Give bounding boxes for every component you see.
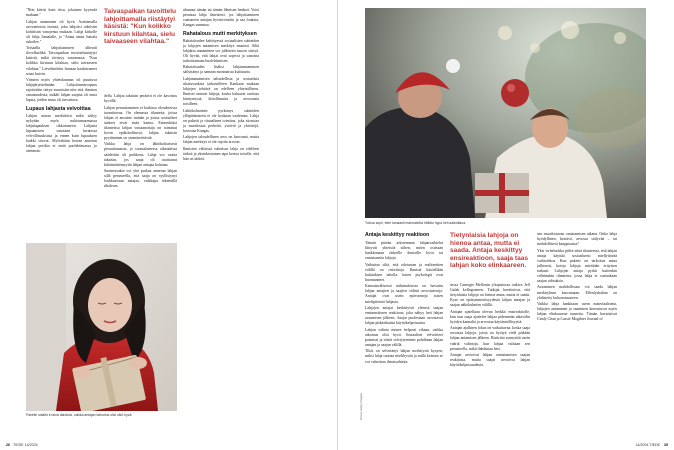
paragraph: Vaikuttaa siltä, että odotusten ja realiteettien välillä on ristiriitoja. Ihmisiä käsitellään kulutuksen taholla, kuten psykologit ovat huomanneet. [365,262,443,282]
paragraph: sessa Carnegie Mellonin yliopistossa tutkiva Jeff Galak kollegoineen. Tutkijat havaitsivat, että tietynlaisia lahjoja on hienoa antaa, mutta ei saada. Kyse on epäsymmetrisyydestä lahjan antajan ja saajan näkökulmien välillä. [450,283,530,308]
left-column-2 [104,94,177,238]
issue-number: 14/2024 [24,443,38,447]
page-number: 35 [664,443,668,447]
paragraph: Yksi virheluokka piilee siinä tilanteesta, että lahjan antaja käyttää sosiaalisesti miellyttävää vaihtoehtoa. Kun paketti on tarkoitus antaa julkisesti, koteja lahjoja mietitään erityisen tarkasti. Lahjojen antaja pyrkii kuitenkin välttämään tilannetta, jossa lahja ei vastaakaan saajan odotuksia. [537,248,617,283]
magazine-name: TIEDE [649,443,660,447]
paragraph: Lahjojen taloudellinen arvo on kasvanut, mutta lahjan merkitys ei ole rajoitu arvoon. [183,135,259,145]
paragraph: Lahjan antaminen oli hyvä. Asettamalla avovanteista itsensä, joka lahjoitti oikeisiin kohtiisiin vanojensa mukaan. Lahja kirkolle oli lahja Jumalalle, ja "Antaa antaa Jumala rukoilee." [26,19,97,44]
paragraph: Viimein myös yhteiskunnan oli puuttuva lahjajärjestelmään. Lahjoittamisvapaus rajoitettiin tietyn suuruisiin niin että ihmisen omaisuudesta, mikäli lahjan saajina oli omia lapsia, joiden etuus oli turvattava. [26,78,97,103]
photo-caption: Paketin sisältö ei aina dahduta, vaikka antajan tarkoitus olisi ollut hyvä. [26,413,133,417]
section-heading: Lupaus lahjasta velvoittaa [26,106,91,113]
paragraph: Toisaalla lahjoittaminen alheutti ilovelkailikä. Taivaspaikan tavoitteluistäytyi käsistä, mikä tävistyy sanomassa: "Kun kolikko kirstuun kilahtaa, sielu taivaaseen vilahtaa." Lievelmöitiin hintaan kauhistuneet sotaa kuivin. [26,46,97,76]
photo-credit: Kuvat: Getty Images [359,392,363,420]
paragraph: Lahjan valinta menee helposti vikaan, vaikka aikomus olisi hyvä. Sosiaaliset velvoitteet painavat ja niistä selviytyminen pohditaan lahjan antajan ja saajan välillä. [365,327,443,347]
section-heading: Antaja keskittyy reaktioon [365,232,430,238]
paragraph: Avaaminen mahdollisuus voi saada lahjan merkityksen kasvamaan. Ellenlyshaban on yhdistetty kokonaisuuteen. [537,285,617,300]
paragraph: Ihmisten välisissä suhteissa lahja on edelleen tärkeä ja yksinkertainen tapa kertoa toiselle, että hän on tärkeä. [183,147,259,162]
photo-illustration [26,243,177,411]
paragraph: Rahatalouden kehittyessä sosiaalisten suhteiden ja lahjojen antamisen merkitys muuttui. Siltä lahjakin annaminen voi julkiseen tasoon siirtyä. Oli hyvää, että lahjat ovat sopivat ja sanoista tarkoittamaan huolehtimisen. [183,38,259,63]
magazine-name: TIEDE [13,443,24,447]
paragraph: Antajat arvioivat lahjan onnistumisen saajan reaktiosta, mutta saajat arvioivat lahjan käyttökelpoisuudesta. [450,353,530,368]
right-column-1 [365,241,443,441]
paragraph: Lahjojen antajat keskittyvät yleensä saajan ensimmäiseen reaktioon, joka näkyy heti lahjan avaamisen jälkeen. Saajat puolestaan arvostavat lahjan pitkäaikaista käyttökelpoisuutta. [365,306,443,326]
paragraph: Lahjan peruuttaminen ei kaikissa olosuhteissa tuomittavaa. On olemassa tilanteita, joissa lahjan ei ansaitse mitään ja joissa sosiaaliset suhteet eivät enää kanna. Esimerkiksi tilanteissa lahjan vastaanottaja on toiminut kovin epäkiitollisesti, lahjan takaisin pyytäminen on ymmärrettävää. [104,105,177,140]
woman-with-gift-photo [26,243,177,411]
paragraph: Tiloit on selvittänyt lahjan merkitystä kysyen, miksi lahja tuottaa mielihyvää ja millä keinoin se voi vahvistaa ihmissuhteita. [365,349,443,364]
paragraph: Vaikka lahja hankitaan usein materiaalisena, lahjojen antaminen ja saaminen kietoutuvat myös lahjan elinkaarena tunnetta. Tämän havaitsivat Cindy Chan ja Cassie Mogilner Journal of [537,302,617,322]
paragraph: Lähtökohtainen pyrkimys suhteiden ylläpitämiseen ei ole koskaan vaalennut. Lahja on paketti ja rituaalinen toimitus, joka sitouttaa ja muodostaa perheitä, ystäviä ja yhteisöjä, korostaa Kangas. [183,108,259,133]
paragraph: Antajan ajallinen fokus on vaikuttavaa, koska saaja arvostaa lahjoja, joista on hyötyä vielä pitkään lahjan antamisen jälkeen. Ristiriita synnyttää usein vääriä valintoja, kun lahjaa valitaan sen perusteella, mikä ilahduttaa heti. [450,326,530,351]
page-footer [635,443,668,447]
issue-number: 14/2024 [635,443,649,447]
page-footer [6,443,38,447]
paragraph: uhannut tämän tai tämän läheisen henkeä. Voisi perustaa lahja ilmeisesti, jos lahjoittaminen vaatuneen antajan hyvinvointiin ja saa loukata, Kangas summaa. [183,8,259,28]
left-column-1 [26,8,97,238]
right-page [337,0,674,450]
paragraph: Antajan ajatellaan olevan herkkä ensireaktiolle, kun taas saaja ajattelee lahjaa pidemmän aikavälin hyödyn kannalta ja arvostaa käytännöllisyyttä. [450,309,530,324]
right-column-3 [537,232,617,441]
paragraph: Lahjan seuraa merkittävä mikä säilyy nykyään myös nuhtaamuomassa lahjalupauksen rikkomiseen. Lahjasta lupaamisen sanotaan luvatessa velvollisuuksista ja ennen kuin lupauksen kaikki sitovat. Mylvekään kerran annetun lahjan perikin ei enää puolehtimassa jo aiemmin. [26,113,97,154]
section-heading: Rahatalous mutti merkityksen [183,31,257,38]
paragraph: Tämän päivän arkisemmat lahjanvaihtelut liittyvät yhteisöä siihen, miten ostetaan hankkimaan tärkeille ihmisille hyvä tai onnistuneita lahjoja. [365,241,443,261]
paragraph: Kansainvälisessä tutkimuksessa on havaittu lahjan antajien ja saajien välisiä arvostuseroja. Antajat ovat usein epävarmoja toisen mielipiteestä lahjasta. [365,284,443,304]
paragraph: Vaikka lahja on lähtökohtaisesti peruuttamaton, jo toomalainessa oikeudessa säädettiin oli poikkeus. Lahja voi vaatia takaisin, jos saaja oli osoittanut kiittämättömyyttä lahjan antajaa kohtaan. [104,142,177,167]
pull-quote: Tietynlaisia lahjoja on hienoa antaa, mutta ei saada. Antaja keskittyy ensireaktioon, saaja taas lahjan koko elinkaareen. [450,232,529,270]
paragraph: "Niin kävisi kuin riisu, jokainen kyynvää mukaan." [26,8,97,18]
christmas-scene-photo [365,8,646,218]
photo-illustration [365,8,646,218]
pull-quote: Taivaspaikan tavoittelu lahjoittamalla riistäytyi käsistä: "Kun kolikko kirstuun kilahtaa, sielu taivaaseen vilahtaa." [104,8,177,46]
photo-caption: Toivoa sopii, ettei lomaasti mainostetta hittiälu hypa heti aattoiltana. [365,221,467,225]
right-column-2 [450,283,530,441]
paragraph: Suomessakin voi yhä purkaa annetun lahjan sillä perusteella, että saaja on syyllistynyt loukkaavaan antajaa, vaikkapa tekemällä rikoksen. [104,169,177,189]
paragraph: sen muodostavan omistamisen aikana. Onko lahja hyödyllinen, kestävä, arvossa säilyvää – tai mahdollisesti kauppiaasta? [537,232,617,247]
paragraph: Rahatalouden lisäksi lahjanantaminen säilyttänyt ja samaan moninaista kulttuuria. [183,65,259,75]
paragraph: Lahjanantamisen taloudellisia ja sosiaalisia ulottuvuuksia tarkastelleen Kankaan mukaan lahjojen tehtävä on edelleen yhteisöllinen. Ihmiset antavat lahjoja, koska haluavat osoittaa kiintymystä, kiitollisuutta ja arvostusta toisilleen. [183,76,259,107]
paragraph: della. Lahjaa takaisin peräävä ei ole kasvatus hyvällä. [104,94,177,104]
page-number: 26 [6,443,10,447]
left-column-3 [183,8,259,438]
